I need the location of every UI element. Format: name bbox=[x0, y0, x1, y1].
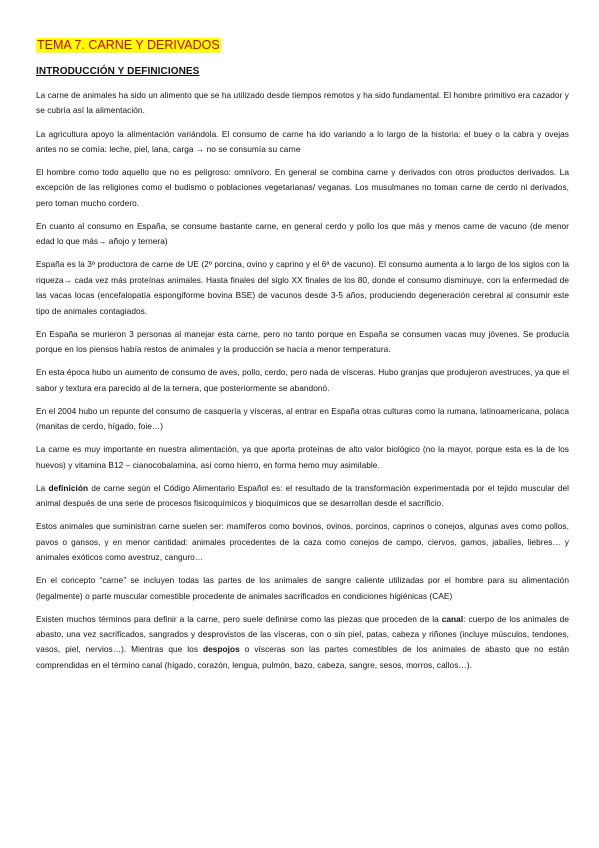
definition-term: definición bbox=[48, 482, 89, 493]
paragraph-3: El hombre como todo aquello que no es peligroso: omnívoro. En general se combina carne y derivados con otros productos derivados. La excepción de las religiones como el budismo o poblaciones vegetarianas/ veganas. Los musulmanes no toman carne de cerdo ni derivados, pero toman mucho cordero. bbox=[36, 167, 569, 208]
paragraph-5: España es la 3ª productora de carne de UE (2º porcina, ovino y caprino y el 6ª de vacuno). El consumo aumenta a lo largo de los siglos con la riqueza→ cada vez más proteínas animales. Hasta finales del siglo XX finales de los 80, donde el consumo disminuye, con la enfermedad de las vacas locas (encefalopatía espongiforme bovina BSE) de vacunos desde 3-5 años, produciendo degeneración cerebral al consumir este tipo de animales contagiados. bbox=[36, 259, 569, 316]
page-title: TEMA 7. CARNE Y DERIVADOS bbox=[37, 38, 220, 52]
paragraph-10-post: de carne según el Código Alimentario Español es: el resultado de la transformación experimentada por el tejido muscular del animal después de una serie de procesos fisicoquímicos y bioquímicos que se desarrollan desde el sacrificio. bbox=[36, 482, 570, 509]
paragraph-6: En España se murieron 3 personas al manejar esta carne, pero no tanto porque en España se consumen vacas muy jóvenes. Se producía porque en los piensos había restos de animales y la producción se hacía a menor temperatura. bbox=[36, 328, 569, 355]
paragraph-2: La agricultura apoyo la alimentación variándola. El consumo de carne ha ido variando a lo largo de la historia: el buey o la cabra y ovejas antes no se comía: leche, piel, lana, carga → no se consumía su carne bbox=[36, 128, 569, 154]
paragraph-1: La carne de animales ha sido un alimento que se ha utilizado desde tiempos remotos y ha sido fundamental. El hombre primitivo era cazador y se cubría así la alimentación. bbox=[36, 90, 569, 116]
paragraph-10-pre: La bbox=[36, 482, 49, 493]
paragraph-13-pre: Existen muchos términos para definir a la carne, pero suele definirse como las piezas que proceden de la bbox=[36, 613, 442, 624]
paragraph-4: En cuanto al consumo en España, se consume bastante carne, en general cerdo y pollo los que más y menos carne de vacuno (de menor edad lo que más→ añojo y ternera) bbox=[36, 220, 569, 247]
paragraph-13-post: o vísceras son las partes comestibles de los animales de abasto que no están comprendidas en el término canal (hígado, corazón, lengua, pulmón, bazo, cabeza, sangre, sesos, morros, callos…). bbox=[36, 644, 569, 670]
canal-term: canal bbox=[441, 613, 464, 624]
paragraph-13 bbox=[36, 612, 569, 674]
paragraph-10 bbox=[36, 481, 569, 512]
paragraph-12: En el concepto “carne” se incluyen todas las partes de los animales de sangre caliente utilizadas por el hombre para su alimentación (legalmente) o parte muscular comestible procedente de animales sacrificados en condiciones higiénicas (CAE) bbox=[36, 575, 569, 601]
paragraph-11: Estos animales que suministran carne suelen ser: mamíferos como bovinos, ovinos, porcinos, caprinos o conejos, algunas aves como pollos, pavos o gansos, y en menor cantidad: animales procedentes de la caza como conejos de campo, ciervos, gamos, jabalíes, liebres… y animales exóticos como avestruz, canguro… bbox=[36, 521, 569, 563]
paragraph-7: En esta época hubo un aumento de consumo de aves, pollo, cerdo, pero nada de vísceras. Hubo granjas que produjeron avestruces, ya que el sabor y textura era parecido al de la ternera, que posteriormente se abandonó. bbox=[36, 367, 569, 393]
paragraph-13-mid: : cuerpo de los animales de abasto, una vez sacrificados, sangrados y desprovistos de las vísceras, con o sin piel, patas, cabeza y riñones (incluye músculos, tendones, vasos, piel, nervios…). Mientras que los bbox=[36, 613, 569, 655]
paragraph-9: La carne es muy importante en nuestra alimentación, ya que aporta proteínas de alto valor biológico (no la mayor, porque esta es la de los huevos) y vitamina B12 – cianocobalamina, así como hierro, en forma hemo muy asimilable. bbox=[36, 444, 569, 470]
paragraph-8: En el 2004 hubo un repunte del consumo de casquería y vísceras, al entrar en España otras culturas como la rumana, latinoamericana, polaca (manitas de cerdo, hígado, foie…) bbox=[36, 405, 569, 432]
section-heading: INTRODUCCIÓN Y DEFINICIONES bbox=[36, 66, 200, 77]
despojos-term: despojos bbox=[202, 644, 240, 655]
